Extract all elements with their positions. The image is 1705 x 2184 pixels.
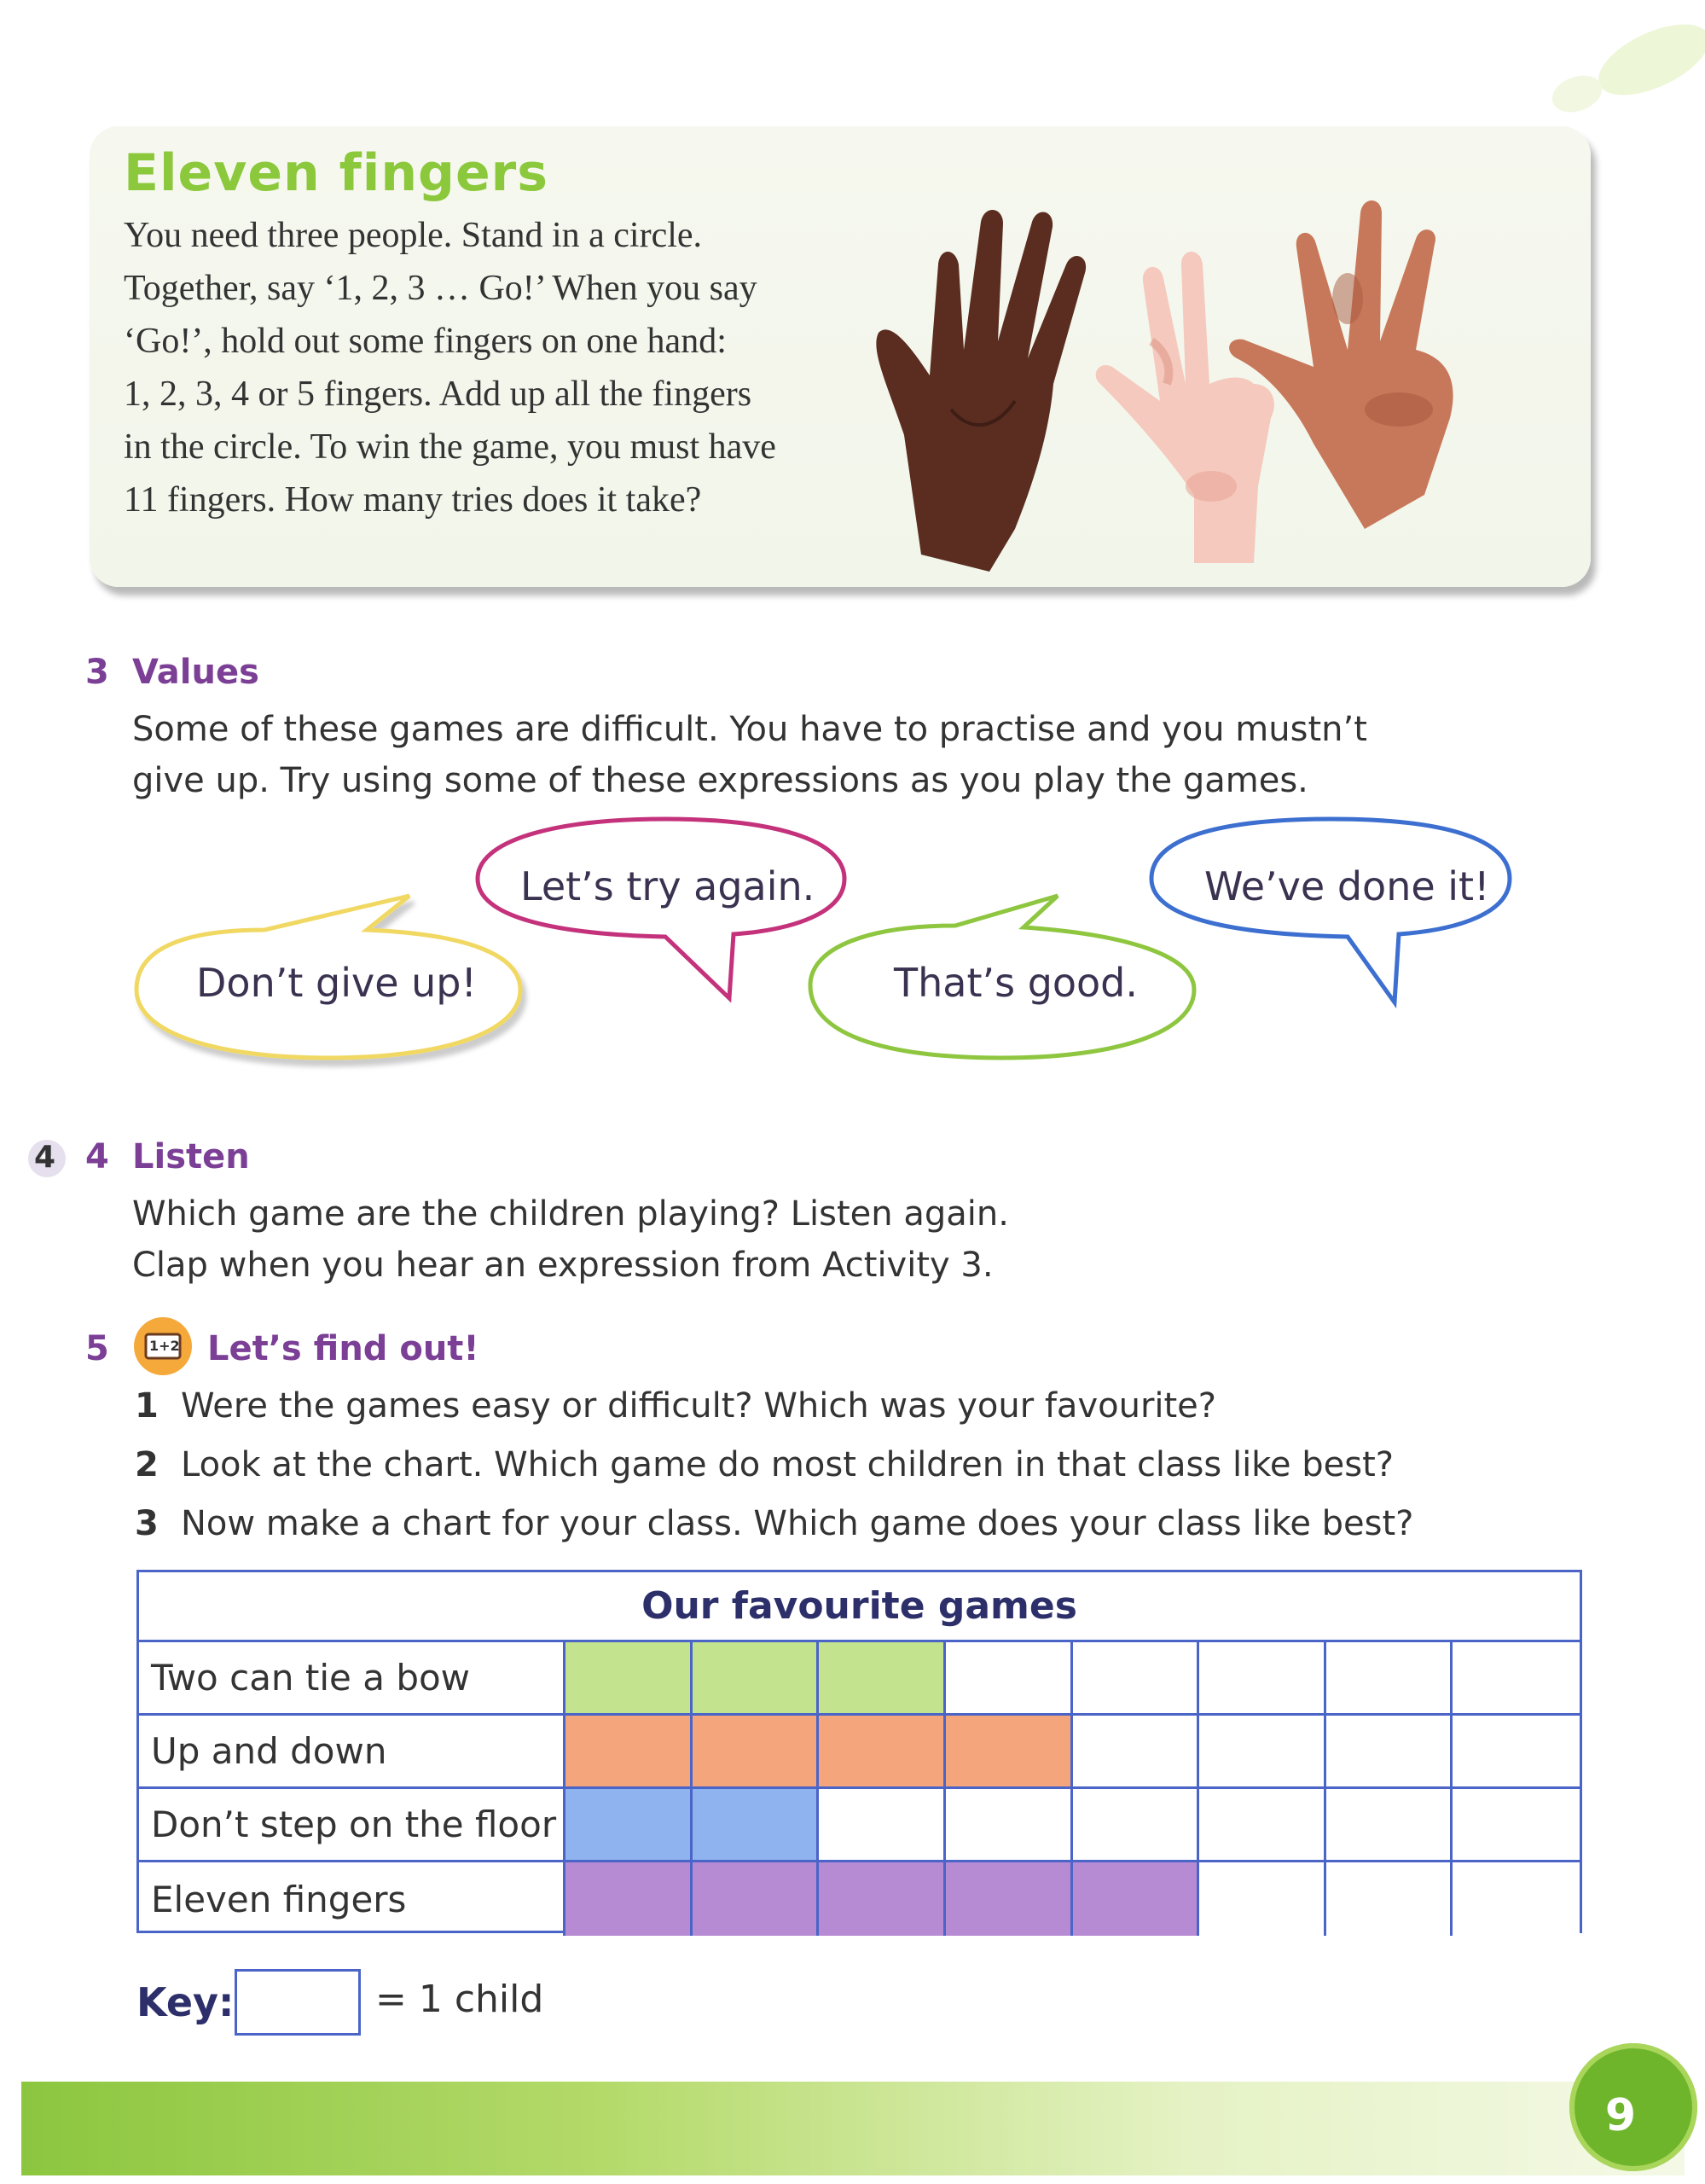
chart-empty-cell <box>1199 1862 1326 1936</box>
chart-empty-cell <box>1326 1716 1453 1786</box>
game-line: Together, say ‘1, 2, 3 … Go!’ When you say <box>124 269 757 308</box>
key-text: = 1 child <box>375 1978 544 2021</box>
chart-row <box>139 1716 1580 1789</box>
chart-filled-cell <box>1073 1862 1200 1936</box>
item-text: Look at the chart. Which game do most children in that class like best? <box>181 1445 1394 1484</box>
key-label: Key: <box>136 1979 235 2025</box>
game-line: You need three people. Stand in a circle. <box>124 216 703 255</box>
section-5-title: Let’s find out! <box>207 1329 479 1368</box>
chart-filled-cell <box>693 1642 820 1713</box>
chart-empty-cell <box>1453 1862 1580 1936</box>
leaf-decoration <box>1483 0 1705 145</box>
chart-empty-cell <box>819 1789 946 1860</box>
section-3-text <box>132 704 1367 806</box>
speech-bubbles <box>119 810 1535 1092</box>
footer-bar <box>21 2082 1685 2175</box>
section-4-line: Clap when you hear an expression from Activity 3. <box>132 1246 994 1285</box>
chart-empty-cell <box>1073 1716 1200 1786</box>
section-3-line: Some of these games are difficult. You have to practise and you mustn’t <box>132 710 1367 749</box>
chart-empty-cell <box>1326 1862 1453 1936</box>
item-number: 1 <box>135 1386 159 1426</box>
chart-empty-cell <box>1453 1789 1580 1860</box>
chart-filled-cell <box>565 1789 693 1860</box>
chart-filled-cell <box>565 1716 693 1786</box>
track-number: 4 <box>34 1140 56 1175</box>
chart-filled-cell <box>819 1862 946 1936</box>
chart-filled-cell <box>565 1862 693 1936</box>
light-hand <box>1096 252 1274 563</box>
section-3-title: Values <box>132 653 259 692</box>
chart-row <box>139 1862 1580 1936</box>
chart-row <box>139 1642 1580 1716</box>
section-3-line: give up. Try using some of these expressions as you play the games. <box>132 761 1308 800</box>
section-5-number: 5 <box>85 1329 109 1368</box>
bubble-weve-done-it <box>1151 819 1510 1002</box>
item-number: 3 <box>135 1504 159 1543</box>
game-line: 1, 2, 3, 4 or 5 fingers. Add up all the fingers <box>124 375 752 414</box>
chart-filled-cell <box>819 1642 946 1713</box>
game-line: 11 fingers. How many tries does it take? <box>124 480 702 520</box>
chart-empty-cell <box>1199 1716 1326 1786</box>
chart-empty-cell <box>946 1642 1073 1713</box>
audio-track-badge[interactable] <box>26 1133 68 1184</box>
section-4-line: Which game are the children playing? Listen again. <box>132 1194 1009 1234</box>
chart-empty-cell <box>1453 1716 1580 1786</box>
key-box <box>235 1969 361 2036</box>
game-instructions <box>124 209 917 526</box>
chart-filled-cell <box>693 1862 820 1936</box>
chart-row-label: Don’t step on the floor <box>139 1789 565 1860</box>
chart-empty-cell <box>1326 1789 1453 1860</box>
game-line: in the circle. To win the game, you must have <box>124 427 776 467</box>
chart-empty-cell <box>946 1789 1073 1860</box>
chart-filled-cell <box>946 1862 1073 1936</box>
chart-empty-cell <box>1199 1789 1326 1860</box>
game-title: Eleven fingers <box>124 143 548 203</box>
game-line: ‘Go!’, hold out some fingers on one hand: <box>124 322 727 361</box>
chart-empty-cell <box>1073 1642 1200 1713</box>
section-4-title: Listen <box>132 1137 250 1176</box>
maths-icon-label: 1+2 <box>149 1338 180 1354</box>
hands-illustration <box>870 128 1544 589</box>
chart-row-label: Two can tie a bow <box>139 1642 565 1713</box>
chart-row-label: Up and down <box>139 1716 565 1786</box>
medium-hand <box>1229 200 1453 529</box>
dark-hand <box>876 210 1086 572</box>
section-3-number: 3 <box>85 653 109 692</box>
chart-row-label: Eleven fingers <box>139 1862 565 1936</box>
chart-empty-cell <box>1199 1642 1326 1713</box>
item-number: 2 <box>135 1445 159 1484</box>
chart-row <box>139 1789 1580 1862</box>
bubble-thats-good-text: That’s good. <box>894 960 1138 1006</box>
section-4-text <box>132 1188 1009 1291</box>
chart-filled-cell <box>693 1789 820 1860</box>
item-text: Now make a chart for your class. Which game does your class like best? <box>181 1504 1414 1543</box>
maths-icon <box>132 1316 194 1377</box>
bubble-lets-try-again-text: Let’s try again. <box>520 863 815 909</box>
chart-filled-cell <box>819 1716 946 1786</box>
chart-empty-cell <box>1073 1789 1200 1860</box>
bubble-weve-done-it-text: We’ve done it! <box>1204 863 1490 909</box>
chart-empty-cell <box>1453 1642 1580 1713</box>
item-text: Were the games easy or difficult? Which was your favourite? <box>181 1386 1217 1426</box>
chart-title: Our favourite games <box>139 1572 1580 1642</box>
page-number: 9 <box>1604 2090 1637 2141</box>
chart-filled-cell <box>565 1642 693 1713</box>
chart-filled-cell <box>693 1716 820 1786</box>
favourite-games-chart <box>136 1570 1582 1933</box>
section-4-number: 4 <box>85 1137 109 1176</box>
chart-filled-cell <box>946 1716 1073 1786</box>
bubble-dont-give-up-text: Don’t give up! <box>196 960 477 1006</box>
chart-empty-cell <box>1326 1642 1453 1713</box>
